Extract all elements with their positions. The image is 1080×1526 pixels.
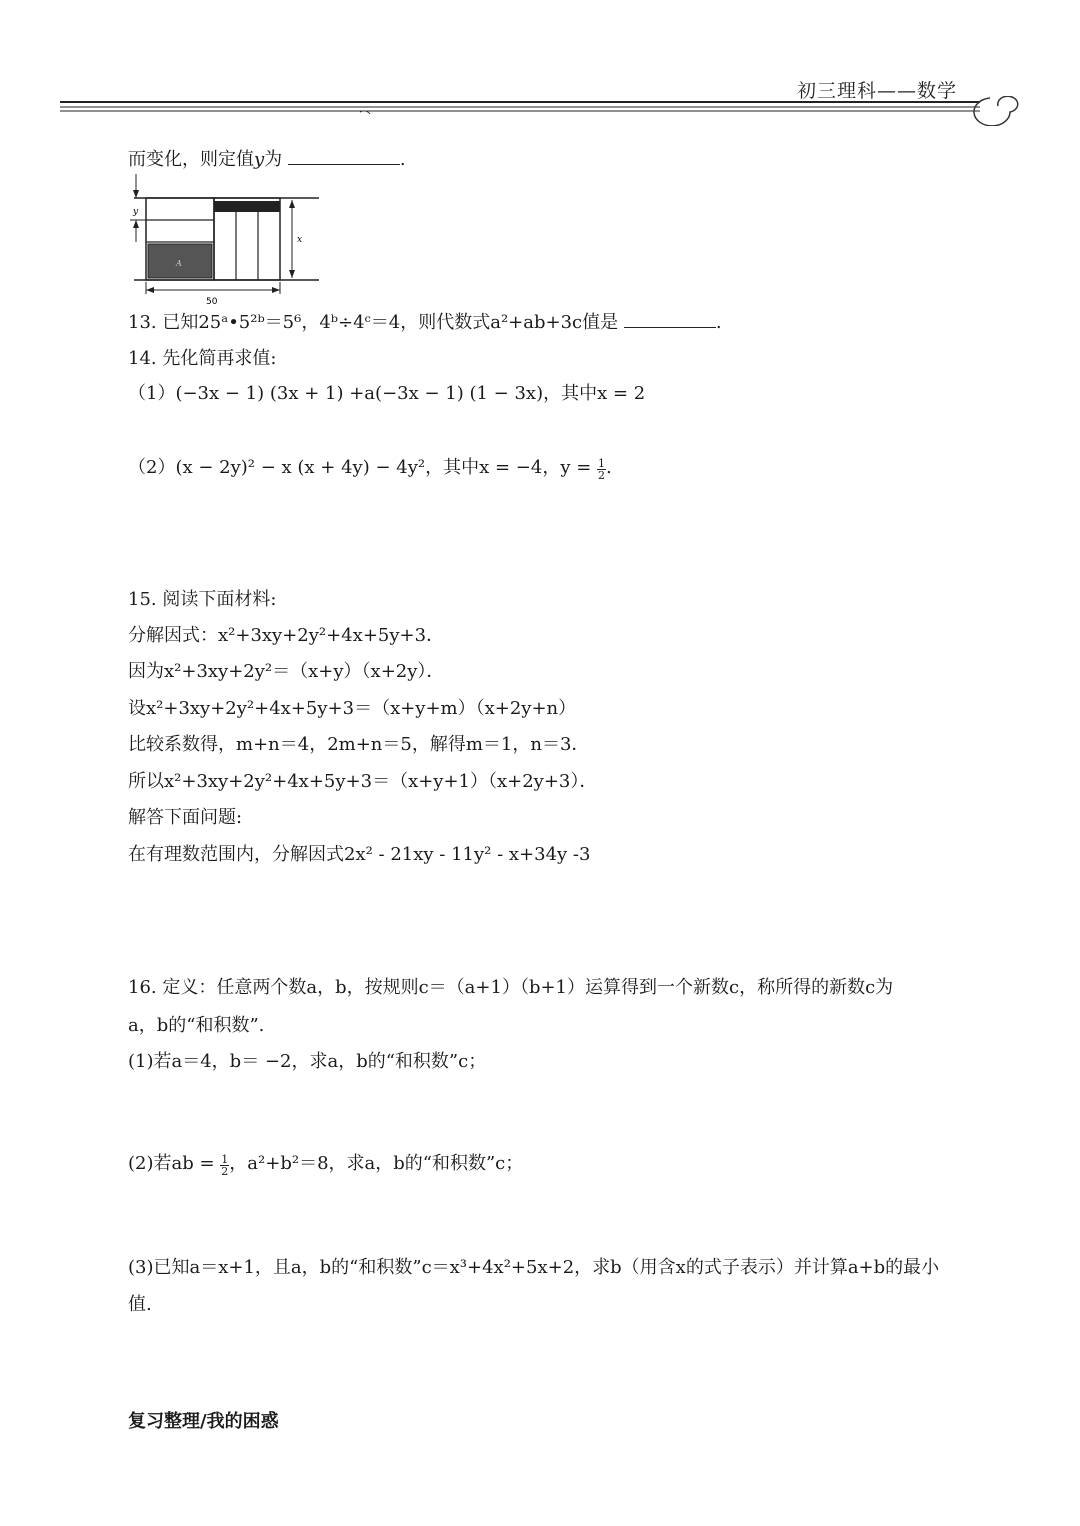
header-rule (60, 96, 1020, 126)
q12-tail-line (128, 148, 406, 172)
q15-line7: 在有理数范围内，分解因式2x² - 21xy - 11y² - x+34y -3 (128, 844, 591, 865)
q13-answer-blank[interactable] (624, 327, 716, 328)
q12-end: . (399, 149, 406, 170)
figure-label-50: 50 (206, 297, 218, 307)
q16-line1: 16. 定义：任意两个数a，b，按规则c＝（a+1）（b+1）运算得到一个新数c，称所得的新数c为 (128, 977, 894, 998)
q15-line1: 分解因式：x²+3xy+2y²+4x+5y+3． (128, 625, 445, 646)
q12-figure (124, 170, 324, 310)
q15-title: 15. 阅读下面材料: (128, 589, 277, 610)
q16-part2-pre: (2)若ab = (128, 1153, 215, 1174)
figure-label-x: x (297, 235, 303, 245)
review-section-title: 复习整理/我的困惑 (128, 1411, 279, 1432)
q12-answer-blank[interactable] (288, 164, 400, 165)
q14-part2-end: . (606, 457, 612, 478)
q14-part1: （1）(−3x − 1) (3x + 1) +a(−3x − 1) (1 − 3x)，其中x = 2 (128, 383, 646, 404)
header-swirl-icon (974, 96, 1018, 126)
q12-after: 为 (264, 149, 283, 170)
q16-part1: (1)若a＝4，b＝ −2，求a，b的“和积数”c； (128, 1051, 487, 1072)
q14-part2-main: （2）(x − 2y)² − x (x + 4y) − 4y²，其中x = −4，y = (128, 457, 592, 478)
q14-part2-fraction: $\frac{1}{2}$ (598, 457, 606, 482)
q15-line3: 设x²+3xy+2y²+4x+5y+3＝（x+y+m）（x+2y+n） (128, 698, 577, 719)
q16-part3-line2: 值. (128, 1294, 152, 1315)
q16-part3-line1: (3)已知a＝x+1，且a，b的“和积数”c＝x³+4x²+5x+2，求b（用含x的式子表示）并计算a+b的最小 (128, 1257, 940, 1278)
q13-text: 13. 已知25ᵃ•5²ᵇ＝5⁶，4ᵇ÷4ᶜ＝4，则代数式a²+ab+3c值是 (128, 312, 619, 333)
q15-line4: 比较系数得，m+n＝4，2m+n＝5，解得m＝1，n＝3． (128, 734, 590, 755)
q15-line2: 因为x²+3xy+2y²＝（x+y）（x+2y）． (128, 661, 445, 682)
q15-line5: 所以x²+3xy+2y²+4x+5y+3＝（x+y+1）（x+2y+3）． (128, 771, 598, 792)
q16-part2-post: ，a²+b²＝8，求a，b的“和积数”c； (229, 1153, 524, 1174)
figure-label-a: A (176, 259, 182, 268)
q14-part2 (128, 456, 612, 481)
q16-part2 (128, 1152, 523, 1177)
q12-var: y (254, 149, 265, 170)
q13-end: . (715, 312, 722, 333)
q16-line2: a，b的“和积数”. (128, 1015, 265, 1036)
q16-part2-fraction: $\frac{1}{2}$ (221, 1153, 229, 1178)
q14-title: 14. 先化简再求值: (128, 348, 277, 369)
q15-line6: 解答下面问题: (128, 807, 243, 828)
q13-line (128, 311, 722, 335)
q12-tail-text: 而变化，则定值 (128, 149, 254, 170)
page-header-title: 初三理科——数学 (797, 80, 958, 102)
figure-label-y: y (133, 207, 139, 217)
